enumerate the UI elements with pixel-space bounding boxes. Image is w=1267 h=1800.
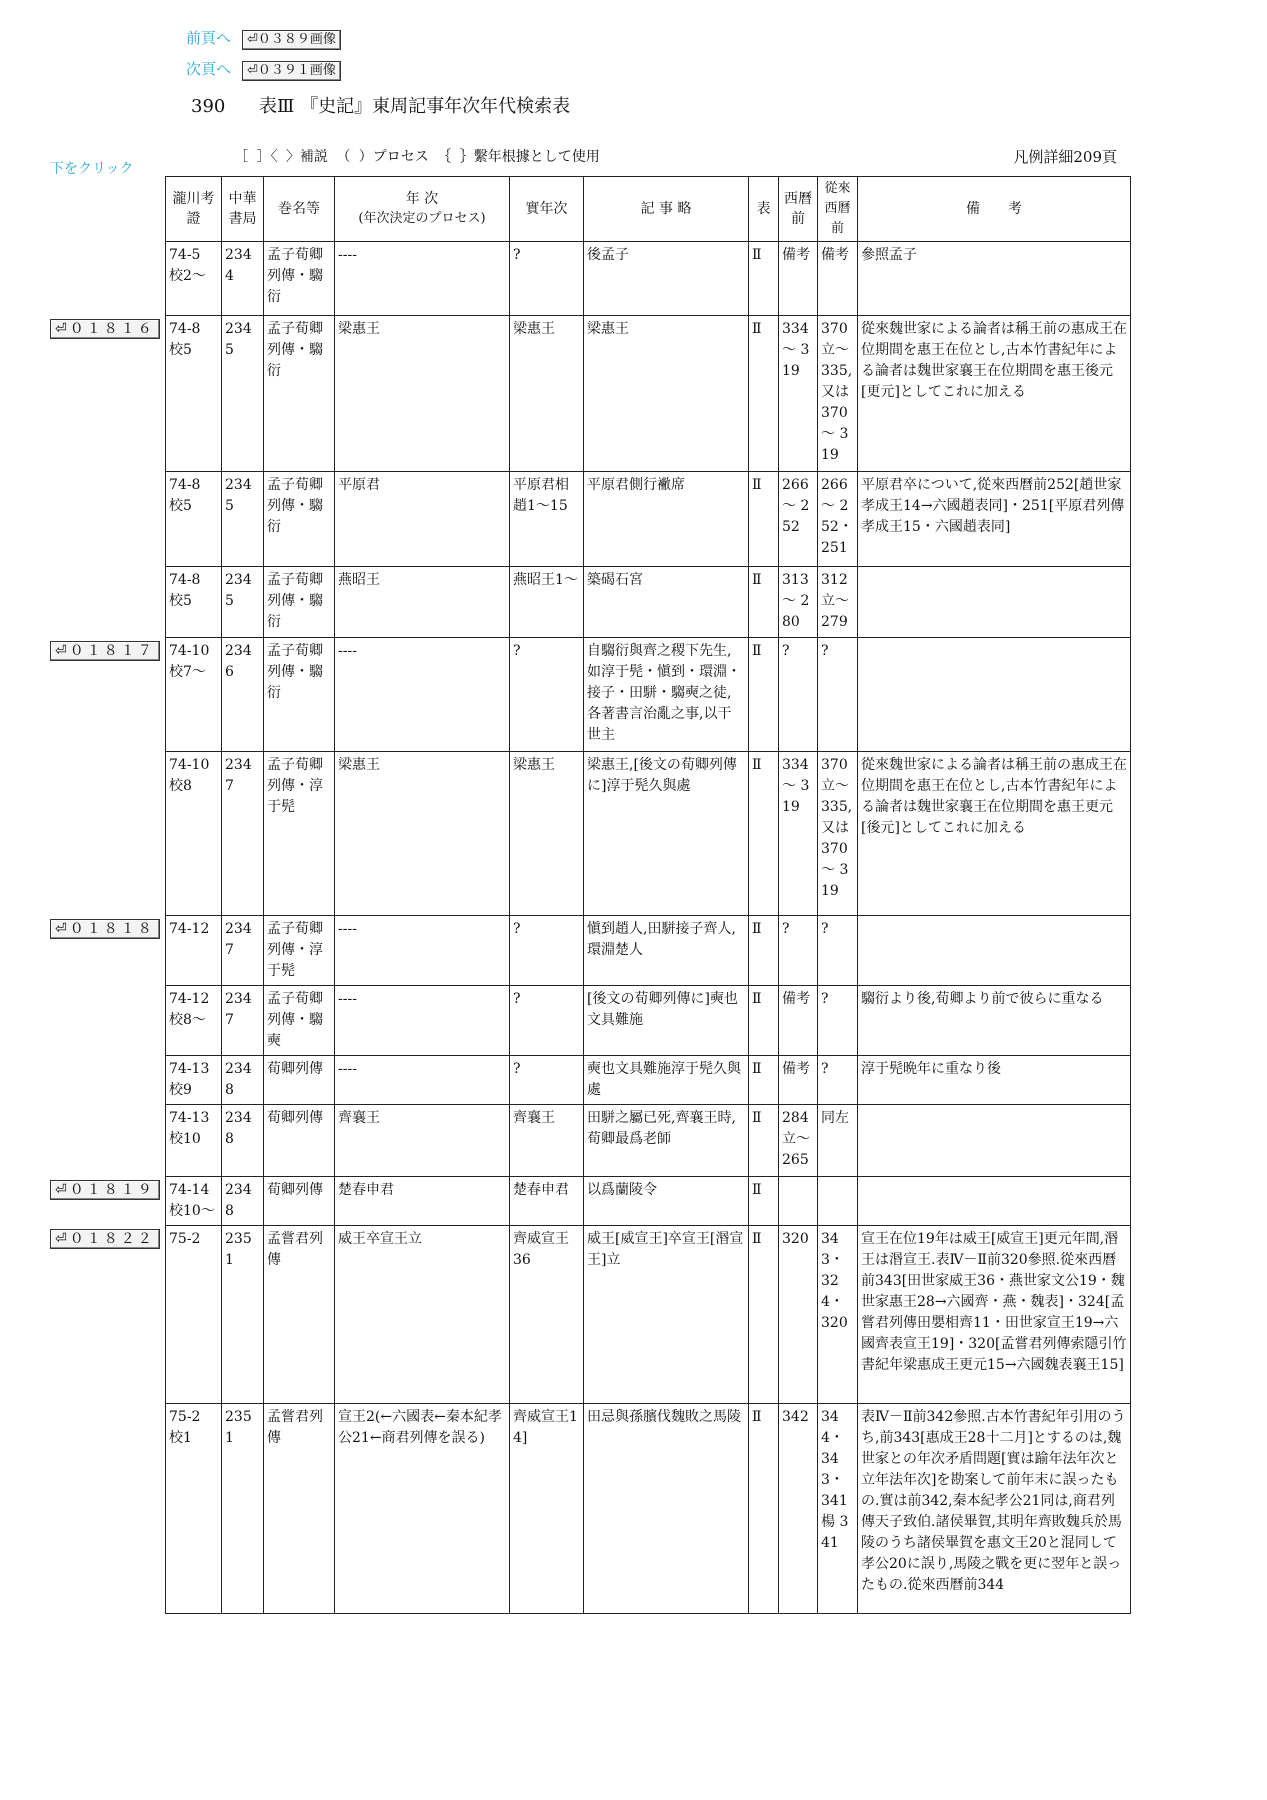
cell-year: ----	[335, 242, 510, 316]
cell-traditional: ?	[818, 638, 858, 752]
cell-table: Ⅱ	[749, 242, 779, 316]
header-traditional: 從來西曆前	[818, 177, 858, 242]
cell-takigawa: 74-12 校8〜	[166, 986, 222, 1056]
cell-actual-year: 燕昭王1〜	[510, 567, 584, 638]
cell-summary: 奭也文具難施淳于髡久與處	[584, 1056, 749, 1105]
table-row	[166, 916, 1131, 986]
cell-volume: 荀卿列傳	[264, 1177, 335, 1226]
cell-summary: 威王[威宣王]卒宣王[湣宣王]立	[584, 1226, 749, 1404]
cell-traditional: 370 立〜 335, 又は 370 〜 319	[818, 316, 858, 472]
cell-actual-year: ?	[510, 1056, 584, 1105]
cell-year: ----	[335, 638, 510, 752]
cell-takigawa: 74-8 校5	[166, 567, 222, 638]
cell-zhonghua: 2346	[222, 638, 264, 752]
table-row	[166, 472, 1131, 567]
header-year-main: 年 次	[405, 191, 439, 207]
cell-summary: 築碣石宮	[584, 567, 749, 638]
cell-table: Ⅱ	[749, 1404, 779, 1614]
page-number: 390	[191, 96, 226, 117]
cell-zhonghua: 2347	[222, 752, 264, 916]
cell-traditional: 266 〜 252・ 251	[818, 472, 858, 567]
cell-actual-year: ?	[510, 242, 584, 316]
cell-zhonghua: 2345	[222, 567, 264, 638]
cell-remarks: 參照孟子	[858, 242, 1131, 316]
cell-zhonghua: 2348	[222, 1177, 264, 1226]
table-row	[166, 1226, 1131, 1404]
cell-traditional: 370 立〜 335, 又は 370 〜 319	[818, 752, 858, 916]
cell-year: 平原君	[335, 472, 510, 567]
cell-summary: 平原君側行襒席	[584, 472, 749, 567]
cell-western: 342	[779, 1404, 818, 1614]
cell-remarks	[858, 567, 1131, 638]
cell-takigawa: 74-10 校7〜	[166, 638, 222, 752]
cell-year: 梁惠王	[335, 752, 510, 916]
cell-takigawa: 74-5 校2〜	[166, 242, 222, 316]
table-row	[166, 1177, 1131, 1226]
cell-western: 備考	[779, 986, 818, 1056]
cell-actual-year: 梁惠王	[510, 752, 584, 916]
cell-volume: 孟子荀卿列傳・淳于髡	[264, 752, 335, 916]
cell-volume: 荀卿列傳	[264, 1056, 335, 1105]
cell-western: 313 〜 280	[779, 567, 818, 638]
header-western: 西曆前	[779, 177, 818, 242]
table-row	[166, 1105, 1131, 1177]
image-anchor-button[interactable]: ⏎０１８１９	[50, 1180, 160, 1200]
table-row	[166, 638, 1131, 752]
cell-actual-year: 齊威宣王14]	[510, 1404, 584, 1614]
cell-year: ----	[335, 986, 510, 1056]
cell-table: Ⅱ	[749, 1226, 779, 1404]
cell-remarks	[858, 916, 1131, 986]
cell-western: 266 〜 252	[779, 472, 818, 567]
cell-remarks: 騶衍より後,荀卿より前で彼らに重なる	[858, 986, 1131, 1056]
cell-traditional: ?	[818, 986, 858, 1056]
page-title	[191, 92, 570, 118]
cell-western: 320	[779, 1226, 818, 1404]
cell-takigawa: 74-8 校5	[166, 316, 222, 472]
cell-year: 楚春申君	[335, 1177, 510, 1226]
cell-takigawa: 74-12	[166, 916, 222, 986]
cell-traditional: 同左	[818, 1105, 858, 1177]
cell-actual-year: 齊襄王	[510, 1105, 584, 1177]
cell-takigawa: 74-13 校10	[166, 1105, 222, 1177]
cell-remarks: 從來魏世家による論者は稱王前の惠成王在位期間を惠王在位とし,古本竹書紀年による論者は魏世家襄王在位期間を惠王後元[更元]としてこれに加える	[858, 316, 1131, 472]
cell-year: 宣王2(←六國表←秦本紀孝公21←商君列傳を誤る)	[335, 1404, 510, 1614]
cell-volume: 孟子荀卿列傳・騶衍	[264, 242, 335, 316]
cell-zhonghua: 2347	[222, 986, 264, 1056]
cell-year: ----	[335, 1056, 510, 1105]
cell-volume: 孟子荀卿列傳・騶奭	[264, 986, 335, 1056]
cell-takigawa: 74-13 校9	[166, 1056, 222, 1105]
table-row	[166, 567, 1131, 638]
cell-takigawa: 74-10 校8	[166, 752, 222, 916]
table-row	[166, 242, 1131, 316]
cell-table: Ⅱ	[749, 986, 779, 1056]
cell-year: 齊襄王	[335, 1105, 510, 1177]
table-row	[166, 986, 1131, 1056]
cell-zhonghua: 2351	[222, 1226, 264, 1404]
cell-western: 備考	[779, 242, 818, 316]
cell-table: Ⅱ	[749, 638, 779, 752]
header-remarks: 備 考	[858, 177, 1131, 242]
header-year	[335, 177, 510, 242]
cell-western: 284 立〜 265	[779, 1105, 818, 1177]
cell-takigawa: 75-2 校1	[166, 1404, 222, 1614]
table-title: 表Ⅲ 『史記』東周記事年次年代検索表	[259, 96, 571, 117]
cell-traditional: 343・ 324・ 320	[818, 1226, 858, 1404]
cell-zhonghua: 2345	[222, 316, 264, 472]
cell-remarks	[858, 1105, 1131, 1177]
cell-volume: 孟子荀卿列傳・騶衍	[264, 472, 335, 567]
cell-volume: 孟子荀卿列傳・騶衍	[264, 567, 335, 638]
cell-summary: 田駢之屬已死,齊襄王時,荀卿最爲老師	[584, 1105, 749, 1177]
header-actual-year: 實年次	[510, 177, 584, 242]
cell-year: ----	[335, 916, 510, 986]
cell-remarks: 表Ⅳ－Ⅱ前342參照.古本竹書紀年引用のうち,前343[惠成王28十二月]とするのは,魏世家との年次矛盾問題[實は踰年法年次と立年法年次]を勘案して前年末に誤ったもの.實は前342,秦本紀孝公21同は,商君列傳天子致伯.諸侯畢賀,其明年齊敗魏兵於馬陵のうち諸侯畢賀を惠文王20と混同して孝公20に誤り,馬陵之戰を更に翌年と誤ったもの.從來西曆前344	[858, 1404, 1131, 1614]
table-row	[166, 316, 1131, 472]
cell-remarks: 淳于髡晩年に重なり後	[858, 1056, 1131, 1105]
header-summary: 記 事 略	[584, 177, 749, 242]
cell-western: ?	[779, 916, 818, 986]
cell-table: Ⅱ	[749, 916, 779, 986]
cell-volume: 孟子荀卿列傳・淳于髡	[264, 916, 335, 986]
cell-summary: 田忌與孫臏伐魏敗之馬陵	[584, 1404, 749, 1614]
table-row	[166, 752, 1131, 916]
cell-actual-year: 楚春申君	[510, 1177, 584, 1226]
header-takigawa: 瀧川考證	[166, 177, 222, 242]
cell-volume: 孟子荀卿列傳・騶衍	[264, 316, 335, 472]
cell-zhonghua: 2348	[222, 1105, 264, 1177]
header-table: 表	[749, 177, 779, 242]
cell-zhonghua: 2348	[222, 1056, 264, 1105]
cell-actual-year: ?	[510, 638, 584, 752]
cell-summary: 梁惠王	[584, 316, 749, 472]
cell-zhonghua: 2351	[222, 1404, 264, 1614]
cell-summary: 愼到趙人,田駢接子齊人,環淵楚人	[584, 916, 749, 986]
cell-western: 334 〜 319	[779, 752, 818, 916]
cell-table: Ⅱ	[749, 316, 779, 472]
prev-page-button[interactable]: ⏎０３８９画像	[242, 30, 341, 50]
table-row	[166, 1056, 1131, 1105]
cell-summary: 後孟子	[584, 242, 749, 316]
header-volume: 巻名等	[264, 177, 335, 242]
cell-summary: 以爲蘭陵令	[584, 1177, 749, 1226]
image-anchor-button[interactable]: ⏎０１８１８	[50, 919, 160, 939]
cell-remarks: 宣王在位19年は威王[威宣王]更元年間,湣王は湣宣王.表Ⅳ－Ⅱ前320參照.從來西曆前343[田世家威王36・燕世家文公19・魏世家惠王28→六國齊・燕・魏表]・324[孟嘗君列傳田嬰相齊11・田世家宣王19→六國齊表宣王19]・320[孟嘗君列傳索隱引竹書紀年梁惠成王更元15→六國魏表襄王15]	[858, 1226, 1131, 1404]
cell-actual-year: ?	[510, 986, 584, 1056]
cell-takigawa: 75-2	[166, 1226, 222, 1404]
cell-takigawa: 74-8 校5	[166, 472, 222, 567]
cell-volume: 孟嘗君列傳	[264, 1404, 335, 1614]
cell-traditional: 312 立〜 279	[818, 567, 858, 638]
cell-summary: [後文の荀卿列傳に]奭也文具難施	[584, 986, 749, 1056]
cell-traditional: ?	[818, 916, 858, 986]
cell-year: 燕昭王	[335, 567, 510, 638]
cell-zhonghua: 2344	[222, 242, 264, 316]
cell-summary: 自騶衍與齊之稷下先生,如淳于髡・愼到・環淵・接子・田駢・騶奭之徒,各著書言治亂之事,以干世主	[584, 638, 749, 752]
cell-year: 威王卒宣王立	[335, 1226, 510, 1404]
cell-actual-year: 梁惠王	[510, 316, 584, 472]
image-anchor-button[interactable]: ⏎０１８１６	[50, 319, 160, 339]
chronology-table	[165, 176, 1131, 1614]
cell-table: Ⅱ	[749, 752, 779, 916]
cell-actual-year: 齊威宣王 36	[510, 1226, 584, 1404]
next-page-nav	[186, 58, 341, 81]
cell-remarks	[858, 1177, 1131, 1226]
next-page-label: 次頁へ	[186, 60, 232, 78]
cell-zhonghua: 2347	[222, 916, 264, 986]
header-zhonghua: 中華書局	[222, 177, 264, 242]
cell-summary: 梁惠王,[後文の荀卿列傳に]淳于髡久與處	[584, 752, 749, 916]
cell-western: 334 〜 319	[779, 316, 818, 472]
cell-remarks	[858, 638, 1131, 752]
image-anchor-button[interactable]: ⏎０１８２２	[50, 1229, 160, 1249]
cell-western	[779, 1177, 818, 1226]
cell-volume: 荀卿列傳	[264, 1105, 335, 1177]
cell-traditional: ?	[818, 1056, 858, 1105]
cell-takigawa: 74-14 校10〜	[166, 1177, 222, 1226]
cell-table: Ⅱ	[749, 1056, 779, 1105]
prev-page-label: 前頁へ	[186, 29, 232, 47]
legend: ［ ］〈 〉補説 （ ）プロセス ｛ ｝繫年根據として使用	[234, 149, 600, 165]
detail-reference: 凡例詳細209頁	[1013, 148, 1117, 166]
cell-zhonghua: 2345	[222, 472, 264, 567]
cell-table: Ⅱ	[749, 567, 779, 638]
cell-actual-year: ?	[510, 916, 584, 986]
cell-remarks: 平原君卒について,從來西曆前252[趙世家孝成王14→六國趙表同]・251[平原君列傳孝成王15・六國趙表同]	[858, 472, 1131, 567]
cell-western: ?	[779, 638, 818, 752]
cell-western: 備考	[779, 1056, 818, 1105]
header-year-sub: (年次決定のプロセス)	[358, 211, 486, 226]
cell-actual-year: 平原君相趙1〜15	[510, 472, 584, 567]
image-anchor-button[interactable]: ⏎０１８１７	[50, 641, 160, 661]
cell-year: 梁惠王	[335, 316, 510, 472]
cell-volume: 孟子荀卿列傳・騶衍	[264, 638, 335, 752]
cell-table: Ⅱ	[749, 1177, 779, 1226]
header-row	[166, 177, 1131, 242]
cell-remarks: 從來魏世家による論者は稱王前の惠成王在位期間を惠王在位とし,古本竹書紀年による論者は魏世家襄王在位期間を惠王更元[後元]としてこれに加える	[858, 752, 1131, 916]
next-page-button[interactable]: ⏎０３９１画像	[242, 61, 341, 81]
prev-page-nav	[186, 27, 341, 50]
cell-traditional: 備考	[818, 242, 858, 316]
cell-traditional	[818, 1177, 858, 1226]
table-row	[166, 1404, 1131, 1614]
cell-table: Ⅱ	[749, 472, 779, 567]
cell-volume: 孟嘗君列傳	[264, 1226, 335, 1404]
cell-traditional: 344・ 343・ 341 楊 341	[818, 1404, 858, 1614]
cell-table: Ⅱ	[749, 1105, 779, 1177]
click-hint: 下をクリック	[50, 161, 134, 177]
